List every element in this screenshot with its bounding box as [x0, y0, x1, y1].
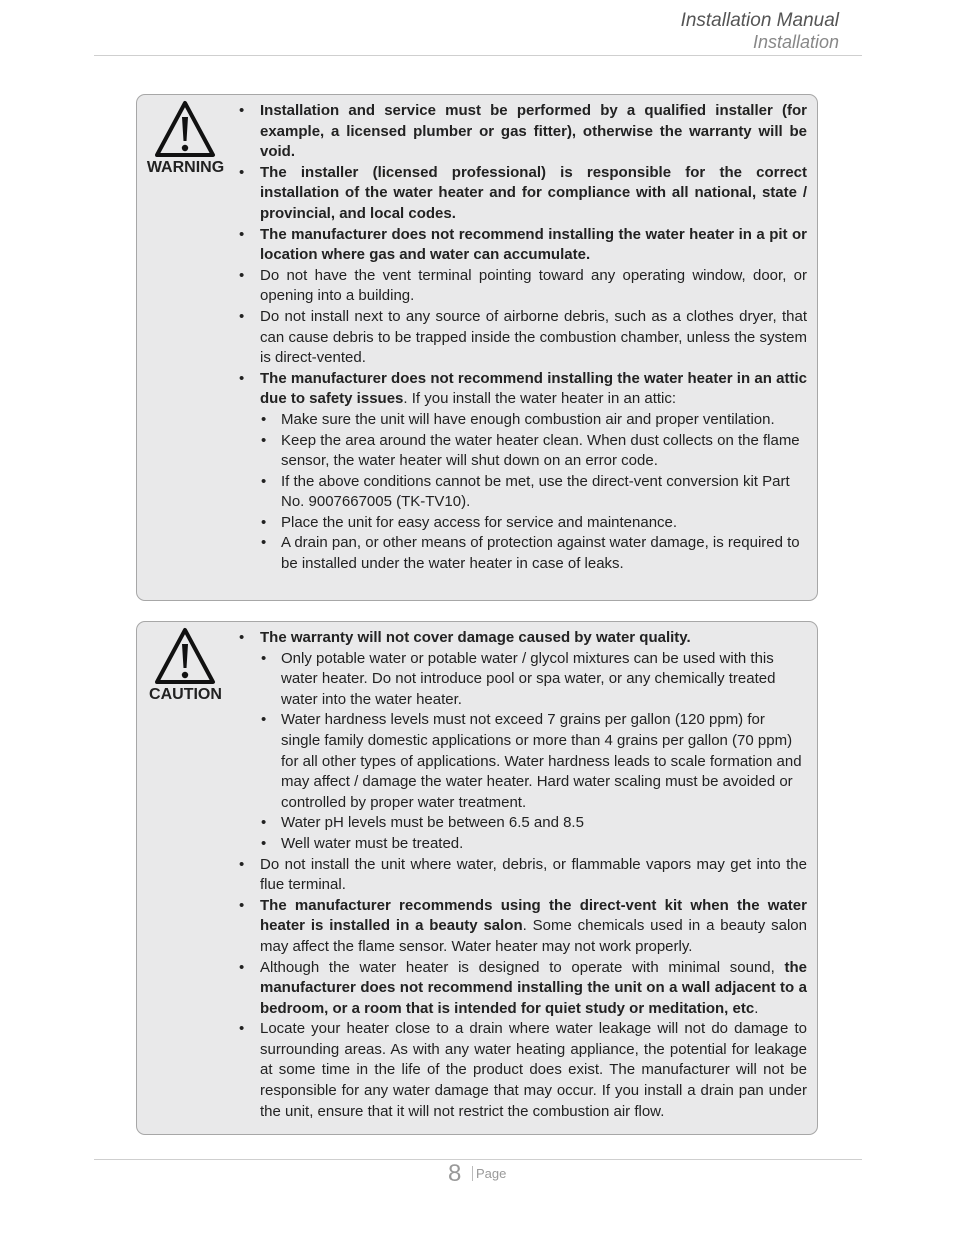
bullet-text: Do not have the vent terminal pointing toward any operating window, door, or opening into a building. — [260, 266, 807, 305]
sub-list — [260, 410, 807, 575]
warning-list — [238, 101, 807, 575]
sub-bullet-item: • Place the unit for easy access for service and maintenance. — [260, 513, 807, 534]
bullet-text: . If you install the water heater in an attic: — [403, 390, 677, 408]
bullet-item — [238, 628, 807, 855]
page-label: Page — [472, 1166, 506, 1181]
warning-label: WARNING — [146, 159, 225, 176]
bullet-item — [238, 307, 807, 369]
sub-list — [260, 649, 807, 855]
warning-box — [136, 94, 818, 601]
bullet-text: . Some chemicals used in a beauty salon may affect the flame sensor. Water heater may not work properly. — [260, 917, 807, 955]
caution-box — [136, 621, 818, 1135]
header-subtitle: Installation — [752, 32, 839, 52]
bullet-bold-text: the manufacturer does not recommend installing the unit on a wall adjacent to a bedroom, or a room that is intended for quiet study or meditation, etc — [260, 958, 807, 1017]
bullet-text: . — [754, 999, 759, 1017]
sub-bullet-item: • Make sure the unit will have enough combustion air and proper ventilation. — [260, 410, 807, 431]
caution-label: CAUTION — [149, 686, 222, 703]
bullet-bold-text: The warranty will not cover damage caused by water quality. — [260, 629, 691, 646]
bullet-item — [238, 369, 807, 575]
warning-triangle-icon — [153, 99, 217, 159]
sub-bullet-item: • Water hardness levels must not exceed 7 grains per gallon (120 ppm) for single family domestic applications or more than 4 grains per gallon (70 ppm) for all other types of applications. Water hardness leads to scale formation and may affect / damage the water heater. Hard water scaling must be avoided or controlled by proper water treatment. — [260, 710, 807, 813]
caution-triangle-icon — [153, 626, 217, 686]
bullet-item — [238, 896, 807, 958]
bullet-item — [238, 225, 807, 266]
footer-rule — [94, 1159, 862, 1160]
sub-bullet-item: • If the above conditions cannot be met, use the direct-vent conversion kit Part No. 9007667005 (TK-TV10). — [260, 472, 807, 513]
bullet-bold-text: The installer (licensed professional) is responsible for the correct installation of the water heater and for compliance with all national, state / provincial, and local codes. — [260, 163, 807, 222]
header-title: Installation Manual — [680, 10, 839, 31]
bullet-item — [238, 958, 807, 1020]
page-number: 8 — [448, 1160, 462, 1187]
bullet-item — [238, 1019, 807, 1122]
bullet-text: Locate your heater close to a drain where water leakage will not do damage to surrounding areas. As with any water heating appliance, the potential for leakage at some time in the life of the product does exist. The manufacturer will not be responsible for any water damage that may occur. If you install a drain pan under the unit, ensure that it will not restrict the combustion air flow. — [260, 1020, 807, 1120]
sub-bullet-item: • Water pH levels must be between 6.5 and 8.5 — [260, 813, 807, 834]
bullet-item — [238, 163, 807, 225]
sub-bullet-item: • Keep the area around the water heater clean. When dust collects on the flame sensor, the water heater will shut down on an error code. — [260, 431, 807, 472]
bullet-bold-text: The manufacturer does not recommend installing the water heater in an attic due to safety issues — [260, 369, 807, 408]
sub-bullet-item: • Well water must be treated. — [260, 834, 807, 855]
sub-bullet-item: • A drain pan, or other means of protection against water damage, is required to be installed under the water heater in case of leaks. — [260, 533, 807, 574]
bullet-item — [238, 101, 807, 163]
bullet-bold-text: Installation and service must be performed by a qualified installer (for example, a licensed plumber or gas fitter), otherwise the warranty will be void. — [260, 102, 807, 161]
bullet-text: Do not install next to any source of airborne debris, such as a clothes dryer, that can cause debris to be trapped inside the combustion chamber, unless the system is direct-vented. — [260, 307, 807, 367]
bullet-text: Do not install the unit where water, debris, or flammable vapors may get into the flue terminal. — [260, 855, 807, 894]
bullet-bold-text: The manufacturer does not recommend installing the water heater in a pit or location where gas and water can accumulate. — [260, 225, 807, 264]
bullet-item — [238, 266, 807, 307]
bullet-item — [238, 855, 807, 896]
bullet-text: Although the water heater is designed to operate with minimal sound, — [260, 958, 785, 976]
bullet-bold-text: The manufacturer recommends using the direct-vent kit when the water heater is installed in a beauty salon — [260, 896, 807, 935]
header-rule — [94, 55, 862, 56]
caution-list — [238, 628, 807, 1122]
sub-bullet-item: • Only potable water or potable water / glycol mixtures can be used with this water heater. Do not introduce pool or spa water, or any chemically treated water into the water heater. — [260, 649, 807, 711]
